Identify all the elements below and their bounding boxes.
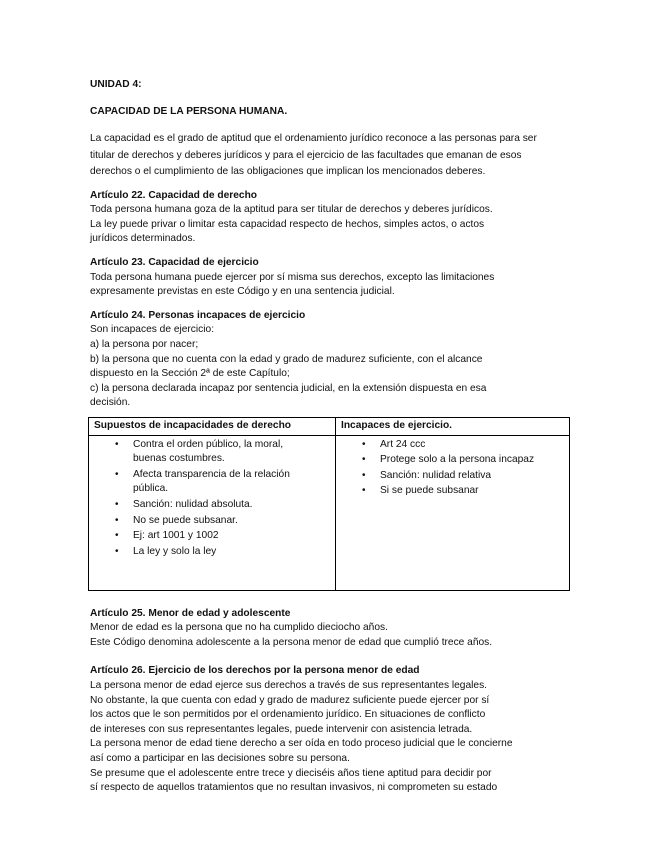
article-label: Artículo 26. [90, 665, 146, 677]
article-line: La persona menor de edad ejerce sus derechos a través de sus representantes legales. [90, 679, 487, 691]
article-line: Son incapaces de ejercicio: [90, 324, 215, 336]
article-name: Capacidad de derecho [148, 189, 258, 201]
article-line: Se presume que el adolescente entre trece y dieciséis años tiene aptitud para decidir por [90, 767, 492, 779]
article-line: c) la persona declarada incapaz por sentencia judicial, en la extensión dispuesta en esa [90, 382, 487, 394]
list-item [380, 438, 565, 453]
list-item [380, 469, 565, 484]
list-item [133, 468, 331, 497]
article-line: No obstante, la que cuenta con edad y grado de madurez suficiente puede ejercer por sí [90, 694, 490, 706]
article-label: Artículo 25. [90, 607, 146, 619]
table-row [89, 435, 570, 590]
article-title [90, 664, 570, 679]
article-23 [90, 256, 570, 300]
list-item-line: • Si se puede subsanar [380, 485, 479, 497]
article-label: Artículo 23. [90, 257, 146, 269]
article-line: expresamente previstas en este Código y en una sentencia judicial. [90, 286, 395, 298]
list-item-line: • Art 24 ccc [380, 438, 426, 450]
article-line: los actos que le son permitidos por el ordenamiento jurídico. En situaciones de conflicto [90, 709, 486, 721]
intro-paragraph [90, 131, 570, 181]
list-item [133, 529, 331, 544]
article-line: Toda persona humana goza de la aptitud para ser titular de derechos y deberes jurídicos. [90, 204, 493, 216]
article-line: dispuesto en la Sección 2ª de este Capítulo; [90, 368, 290, 380]
article-22 [90, 189, 570, 247]
intro-line: titular de derechos y deberes jurídicos y para el ejercicio de las facultades que emanan de esos [90, 149, 522, 161]
table-cell-left [89, 435, 336, 590]
list-item-line: pública. [133, 483, 169, 495]
list-item-line: buenas costumbres. [133, 453, 225, 465]
list-item-line: • Afecta transparencia de la relación [133, 468, 290, 480]
chapter-heading: CAPACIDAD DE LA PERSONA HUMANA. [90, 105, 288, 117]
table-cell-right [336, 435, 570, 590]
article-line: decisión. [90, 397, 131, 409]
intro-line: derechos o el cumplimiento de las obligaciones que implican los mencionados deberes. [90, 166, 486, 178]
list-item-line: • No se puede subsanar. [133, 514, 238, 526]
article-name: Ejercicio de los derechos por la persona menor de edad [148, 665, 420, 677]
list-item [133, 438, 331, 467]
list-item [133, 514, 331, 529]
table-header-right: Incapaces de ejercicio. [336, 418, 570, 436]
article-line: a) la persona por nacer; [90, 339, 199, 351]
article-title [90, 189, 570, 204]
list-item-line: • Ej: art 1001 y 1002 [133, 530, 219, 542]
list-item-line: • La ley y solo la ley [133, 545, 217, 557]
article-line: de intereses con sus representantes legales, puede intervenir con asistencia letrada. [90, 723, 473, 735]
right-bullet-list [340, 438, 565, 499]
intro-line: La capacidad es el grado de aptitud que el ordenamiento jurídico reconoce a las personas para ser [90, 133, 537, 145]
article-label: Artículo 24. [90, 309, 146, 321]
article-title [90, 309, 570, 324]
list-item [380, 453, 565, 468]
article-line: La persona menor de edad tiene derecho a ser oída en todo proceso judicial que le concierne [90, 738, 513, 750]
article-label: Artículo 22. [90, 189, 146, 201]
article-line: b) la persona que no cuenta con la edad y grado de madurez suficiente, con el alcance [90, 353, 483, 365]
list-item-line: • Contra el orden público, la moral, [133, 438, 284, 450]
article-name: Personas incapaces de ejercicio [148, 309, 306, 321]
left-bullet-list [93, 438, 331, 560]
article-24 [90, 309, 570, 411]
article-name: Menor de edad y adolescente [148, 607, 291, 619]
article-line: sí respecto de aquellos tratamientos que no resultan invasivos, ni comprometen su estado [90, 782, 498, 794]
article-line: Toda persona humana puede ejercer por sí misma sus derechos, excepto las limitaciones [90, 271, 495, 283]
incapacity-comparison-table [88, 417, 570, 591]
table-header-row [89, 418, 570, 436]
list-item [380, 484, 565, 499]
article-name: Capacidad de ejercicio [148, 257, 259, 269]
article-title [90, 607, 570, 622]
list-item-line: • Sanción: nulidad relativa [380, 469, 492, 481]
article-line: jurídicos determinados. [90, 233, 196, 245]
list-item [133, 545, 331, 560]
article-line: así como a participar en las decisiones sobre su persona. [90, 752, 350, 764]
article-title [90, 256, 570, 271]
list-item-line: • Protege solo a la persona incapaz [380, 454, 535, 466]
article-26 [90, 664, 570, 795]
article-line: La ley puede privar o limitar esta capacidad respecto de hechos, simples actos, o actos [90, 218, 485, 230]
list-item [133, 498, 331, 513]
article-line: Menor de edad es la persona que no ha cumplido dieciocho años. [90, 622, 388, 634]
document-body [90, 78, 570, 805]
article-25 [90, 607, 570, 651]
unit-heading: UNIDAD 4: [90, 79, 142, 90]
article-line: Este Código denomina adolescente a la persona menor de edad que cumplió trece años. [90, 636, 493, 648]
table-header-left: Supuestos de incapacidades de derecho [89, 418, 336, 436]
list-item-line: • Sanción: nulidad absoluta. [133, 498, 253, 510]
